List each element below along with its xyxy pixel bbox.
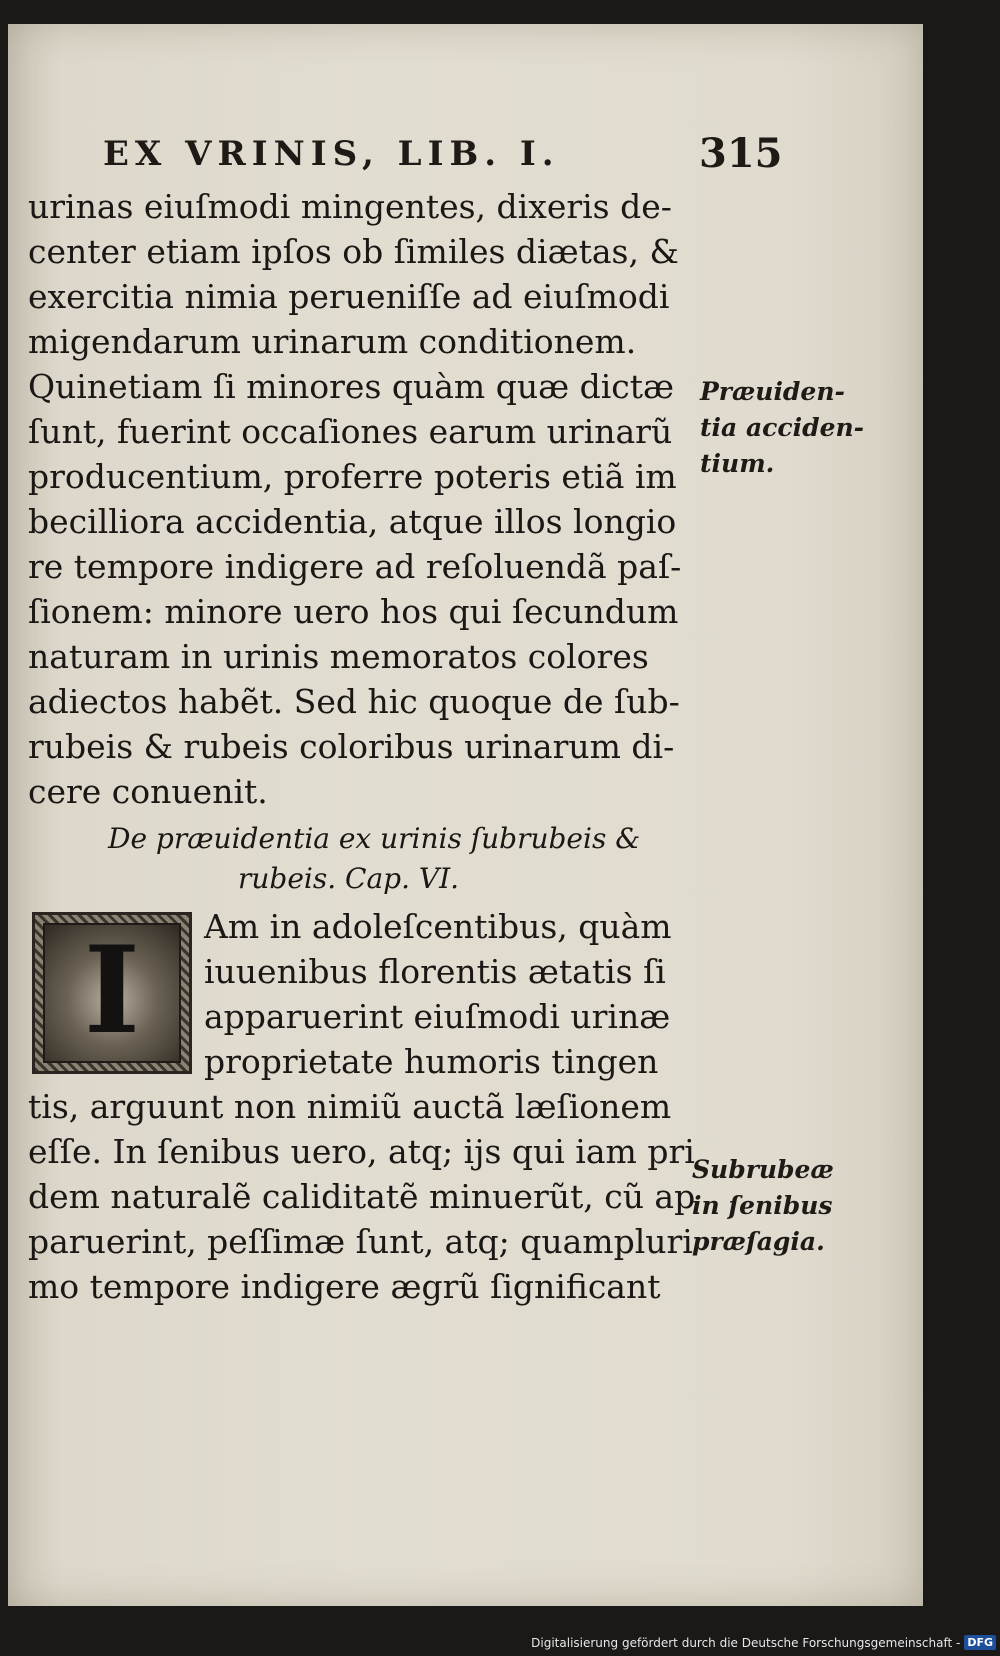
text-line: re tempore indigere ad reſoluendã paſ- [28,547,682,586]
dfg-logo: DFG [964,1635,996,1650]
text-line: mo tempore indigere ægrũ ſignificant [28,1267,661,1306]
text-line: producentium, proferre poteris etiã im [28,457,677,496]
marginal-line: tium. [700,449,775,478]
text-line: becilliora accidentia, atque illos longio [28,502,677,541]
marginal-note-1 [700,374,864,482]
text-line: dem naturalẽ caliditatẽ minuerũt, cũ ap [28,1177,696,1216]
text-line: exercitia nimia perueniſſe ad eiuſmodi [28,277,670,316]
text-line: rubeis & rubeis coloribus urinarum di- [28,727,675,766]
marginal-line: Præuiden- [700,377,845,406]
text-line: naturam in urinis memoratos colores [28,637,649,676]
text-line: proprietate humoris tingen [204,1042,659,1081]
initial-letter: I [83,920,141,1061]
digitization-credit [531,1635,996,1650]
chapter-heading-line-2: rubeis. Cap. VI. [238,862,460,895]
text-line: adiectos habẽt. Sed hic quoque de ſub- [28,682,680,721]
text-line: ſionem: minore uero hos qui ſecundum [28,592,679,631]
text-line: paruerint, peſſimæ ſunt, atq; quampluri [28,1222,693,1261]
text-line: migendarum urinarum conditionem. [28,322,637,361]
marginal-line: tia acciden- [700,413,865,442]
paragraph-2 [28,904,698,1309]
text-line: Am in adoleſcentibus, quàm [204,907,672,946]
chapter-heading-line-1: De præuidentia ex urinis ſubrubeis & [108,822,641,855]
marginal-line: in ſenibus [692,1191,833,1220]
text-line: urinas eiuſmodi mingentes, dixeris de- [28,187,672,226]
text-line: center etiam ipſos ob ſimiles diætas, & [28,232,679,271]
text-line: apparuerint eiuſmodi urinæ [204,997,671,1036]
chapter-heading [108,819,640,899]
book-page [8,24,923,1606]
running-title: EX VRINIS, LIB. I. [103,134,560,174]
text-line: iuuenibus florentis ætatis ſi [204,952,666,991]
page-header [103,130,783,178]
text-line: eſſe. In ſenibus uero, atq; ijs qui iam pri [28,1132,695,1171]
text-line: tis, arguunt non nimiũ auctã læſionem [28,1087,672,1126]
paragraph-1 [28,184,698,814]
text-line: ſunt, fuerint occaſiones earum urinarũ [28,412,673,451]
credit-text: Digitalisierung gefördert durch die Deutsche Forschungsgemeinschaft - [531,1635,961,1650]
marginal-line: Subrubeæ [692,1155,834,1184]
marginal-line: præſagia. [692,1227,825,1256]
page-number: 315 [699,130,783,177]
text-line: Quinetiam ſi minores quàm quæ dictæ [28,367,675,406]
marginal-note-2 [692,1152,834,1260]
text-line: cere conuenit. [28,772,268,811]
